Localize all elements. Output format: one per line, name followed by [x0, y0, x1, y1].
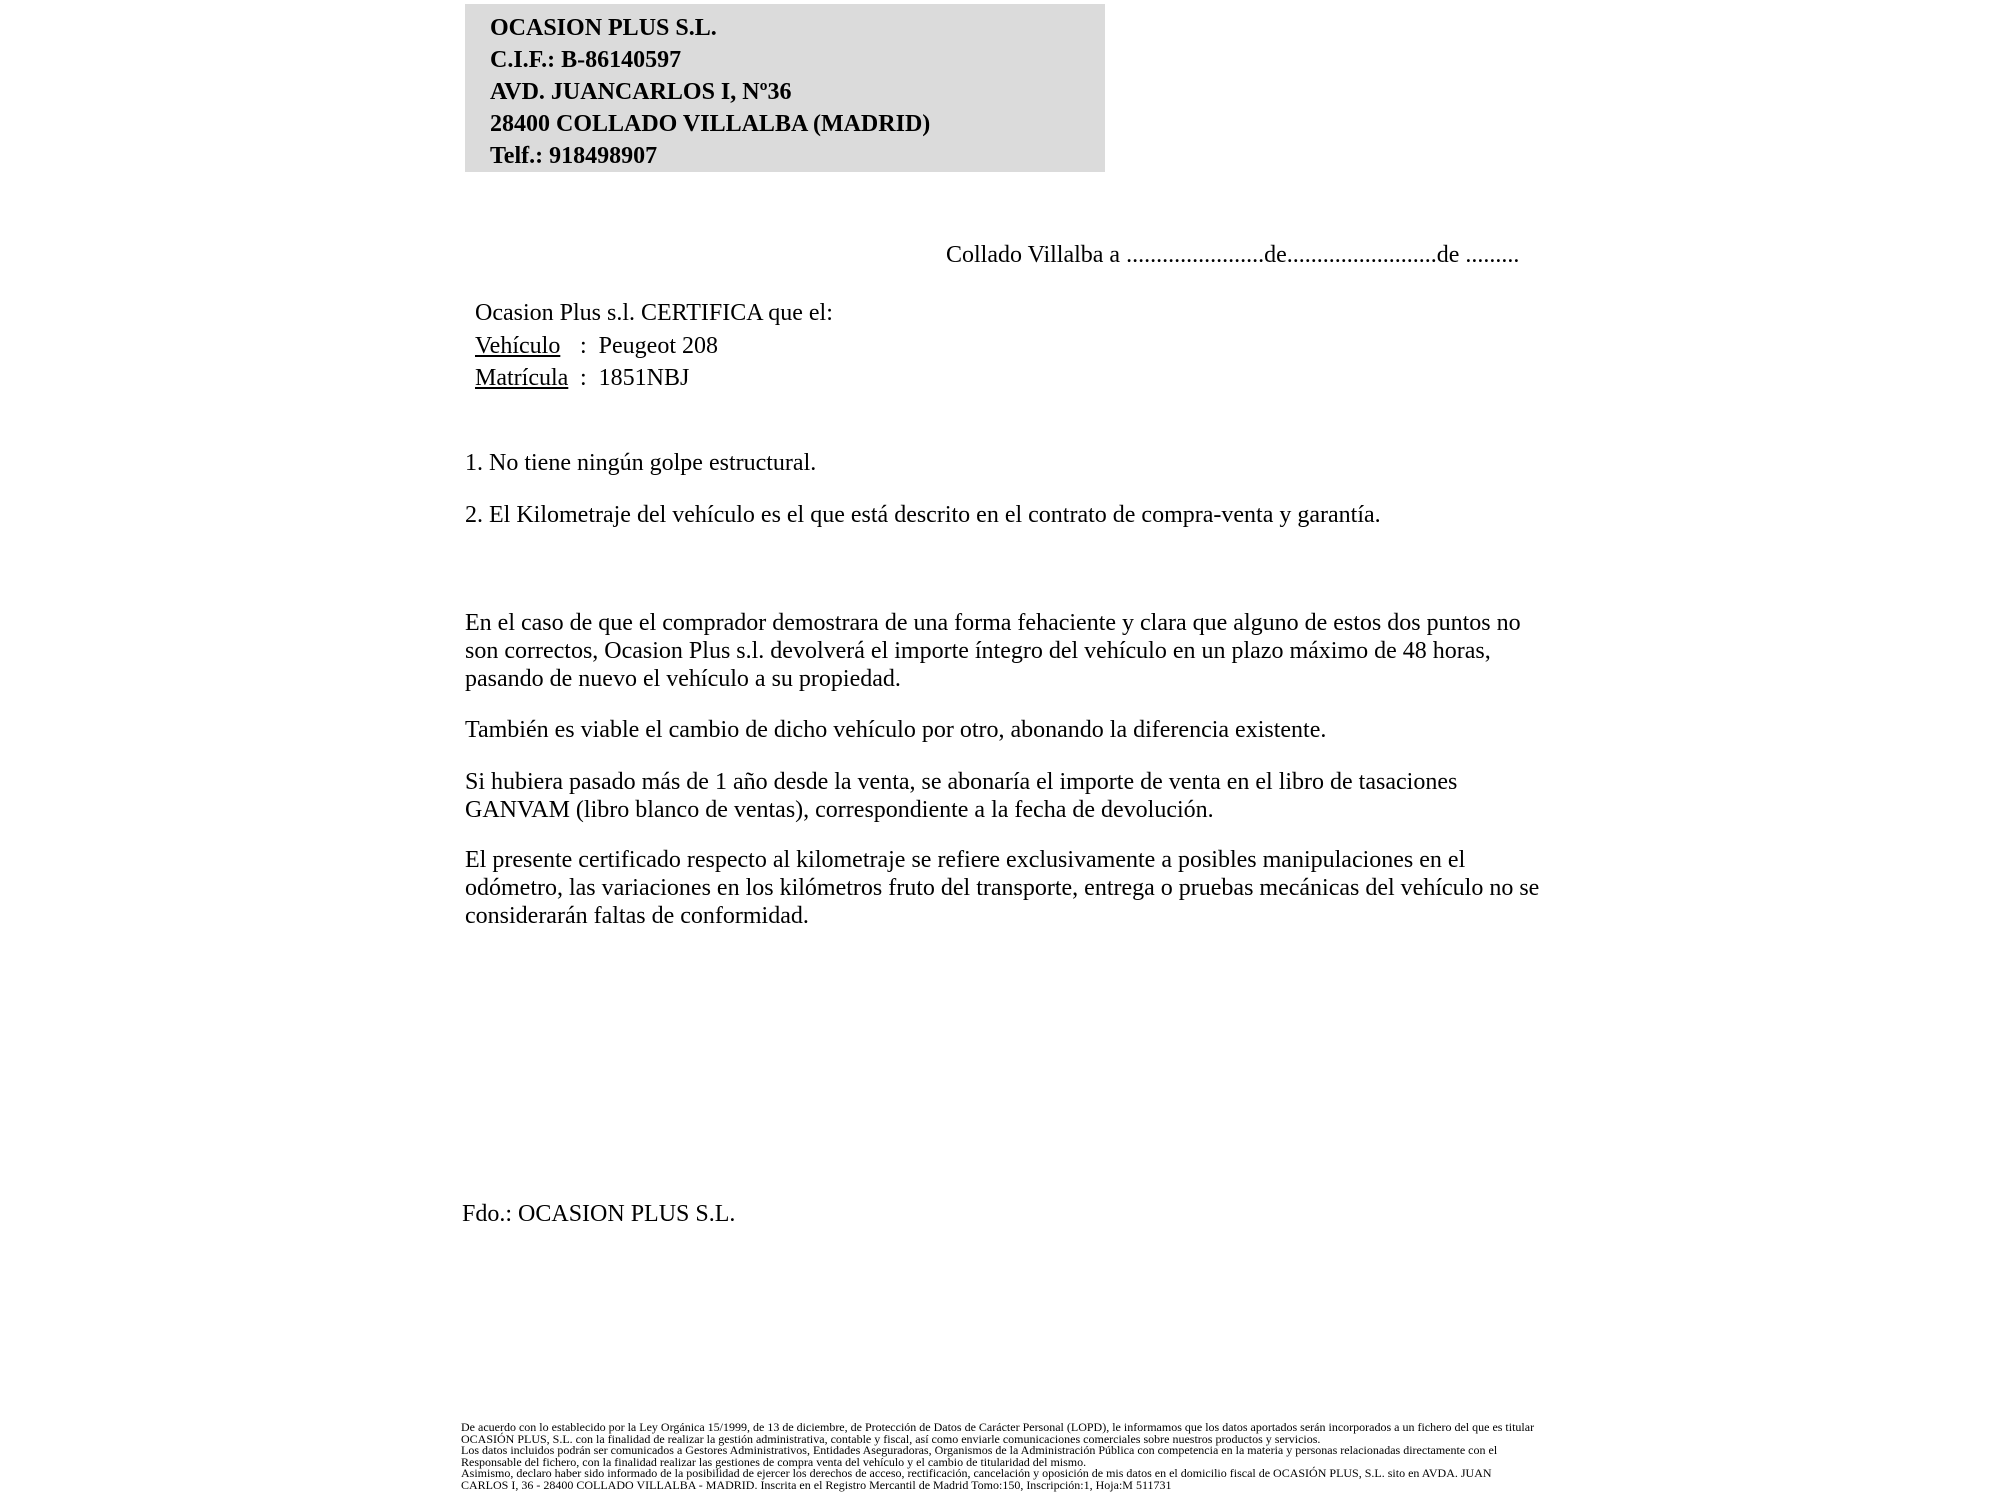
- vehicle-field-label: Vehículo: [475, 333, 561, 359]
- legal-footer-line-6: CARLOS I, 36 - 28400 COLLADO VILLALBA - MADRID. Inscrita en el Registro Mercantil de Madrid Tomo:150, Inscripción:1, Hoja:M 511731: [461, 1477, 1172, 1492]
- certification-intro: Ocasion Plus s.l. CERTIFICA que el:: [475, 300, 833, 326]
- date-line: Collado Villalba a .......................de.........................de .........: [946, 242, 1520, 268]
- plate-field-label: Matrícula: [475, 365, 569, 391]
- company-phone: Telf.: 918498907: [490, 143, 658, 169]
- plate-field: [475, 364, 689, 392]
- plate-field-separator: :: [580, 365, 587, 391]
- signature-line: Fdo.: OCASION PLUS S.L.: [462, 1201, 736, 1227]
- vehicle-field-separator: :: [580, 333, 587, 359]
- paragraph-exchange: También es viable el cambio de dicho vehículo por otro, abonando la diferencia existente.: [465, 717, 1327, 743]
- company-postal-city: 28400 COLLADO VILLALBA (MADRID): [490, 111, 931, 137]
- company-cif: C.I.F.: B-86140597: [490, 47, 682, 73]
- statement-1: 1. No tiene ningún golpe estructural.: [465, 450, 817, 476]
- paragraph-ganvam: Si hubiera pasado más de 1 año desde la venta, se abonaría el importe de venta en el libro de tasaciones GANVAM (libro blanco de ventas), correspondiente a la fecha de devolución.: [465, 769, 1458, 823]
- legal-footer-line-1: De acuerdo con lo establecido por la Ley Orgánica 15/1999, de 13 de diciembre, de Protección de Datos de Carácter Personal (LOPD), le informamos que los datos aportados serán incorporados a un fichero del que es titular: [461, 1420, 1535, 1434]
- legal-footer: [461, 1422, 1591, 1492]
- paragraph-odometer: El presente certificado respecto al kilometraje se refiere exclusivamente a posibles manipulaciones en el odómetro, las variaciones en los kilómetros fruto del transporte, entrega o pruebas mecánicas del vehículo no se considerarán faltas de conformidad.: [465, 847, 1540, 929]
- company-header-box: [465, 4, 1105, 172]
- company-address: AVD. JUANCARLOS I, Nº36: [490, 79, 792, 105]
- vehicle-field: [475, 332, 718, 360]
- company-name: OCASION PLUS S.L.: [490, 15, 717, 41]
- vehicle-field-value: Peugeot 208: [598, 333, 718, 359]
- legal-footer-line-3: Los datos incluidos podrán ser comunicados a Gestores Administrativos, Entidades Aseguradoras, Organismos de la Administración Pública con competencia en la materia y personas relacionadas directamente con el: [461, 1443, 1498, 1458]
- plate-field-value: 1851NBJ: [598, 365, 690, 391]
- legal-footer-line-4: Responsable del fichero, con la finalidad realizar las gestiones de compra venta del vehículo y el cambio de titularidad del mismo.: [461, 1454, 1087, 1469]
- paragraph-refund: En el caso de que el comprador demostrara de una forma fehaciente y clara que alguno de estos dos puntos no son correctos, Ocasion Plus s.l. devolverá el importe íntegro del vehículo en un plazo máximo de 48 horas, pasando de nuevo el vehículo a su propiedad.: [465, 610, 1521, 692]
- legal-footer-line-2: OCASIÓN PLUS, S.L. con la finalidad de realizar la gestión administrativa, contable y fiscal, así como enviarle comunicaciones comerciales sobre nuestros productos y servicios.: [461, 1431, 1321, 1446]
- statement-2: 2. El Kilometraje del vehículo es el que está descrito en el contrato de compra-venta y garantía.: [465, 502, 1381, 528]
- legal-footer-line-5: Asimismo, declaro haber sido informado de la posibilidad de ejercer los derechos de acceso, rectificación, cancelación y oposición de mis datos en el domicilio fiscal de OCASIÓN PLUS, S.L. sito en AVDA. JUAN: [461, 1466, 1492, 1481]
